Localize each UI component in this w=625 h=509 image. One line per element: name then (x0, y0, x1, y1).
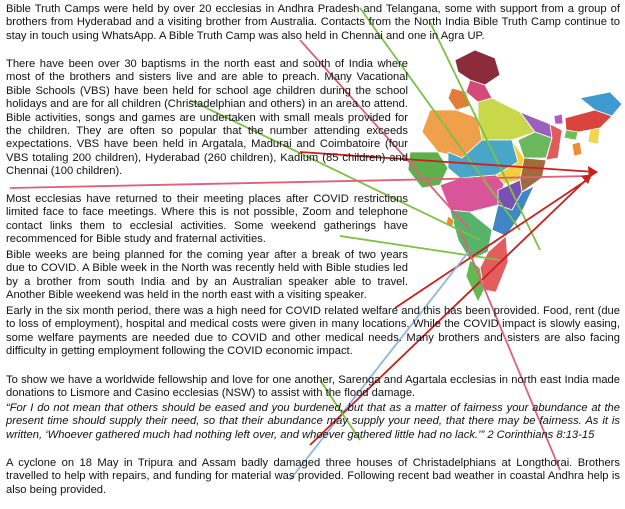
paragraph-bible-truth-camps: Bible Truth Camps were held by over 20 ecclesias in Andhra Pradesh and Telangana, some with support from a group of brothers from Hyderabad and a visiting brother from Australia. Contacts from the North India Bible Truth Camp continue to stay in touch using WhatsApp. A Bible Truth Camp was also held in Chennai and one in Agra UP. (6, 3, 620, 42)
paragraph-meetings: Most ecclesias have returned to their meeting places after COVID restrictions limited face to face meetings. Where this is not possible, Zoom and telephone contact links them to ecclesial activities. Some weekend gatherings have recommenced for Bible study and fraternal activities. (6, 193, 408, 246)
paragraph-cyclone: A cyclone on 18 May in Tripura and Assam badly damaged three houses of Christadelphians at Longthorai. Brothers travelled to help with repairs, and funding for material was provided. Following recent bad weather in coastal Andhra help is also being provided. (6, 457, 620, 496)
map-region-meghalaya (564, 130, 578, 140)
map-region-manipur (588, 128, 600, 144)
map-region-maharashtra (440, 175, 504, 212)
paragraph-fellowship: To show we have a worldwide fellowship and love for one another, Sarenga and Agartala ecclesias in north east India made donations to Lismore and Casino ecclesias (NSW) to assist with the flood damage. (6, 374, 620, 400)
map-region-north (455, 50, 500, 85)
india-map (400, 40, 625, 330)
map-region-sikkim (554, 114, 563, 124)
paragraph-welfare: Early in the six month period, there was a high need for COVID related welfare and this has been provided. Food, rent (due to loss of employment), hospital and medical costs were given in many locations. While the COVID impact is slowly easing, some welfare payments are needed due to COVID and other medical needs. Many brothers and sisters are also facing difficulty in getting employment following the COVID economic impact. (6, 305, 620, 358)
paragraph-baptisms-vbs: There have been over 30 baptisms in the north east and south of India where most of the brothers and sisters live and are able to preach. Many Vacational Bible Schools (VBS) have been held for school age children during the school holidays and are for all children (Christadelphian and others) in an area to attend. Bible activities, songs and games are undertaken with small meals provided for the children. They are often so popular that the number attending exceeds expectations. VBS have been held in Argatala, Madurai and Coimbatoire (four VBS totaling 200 children), Hyderabad (260 children), Kadium (85 children) and Chennai (100 children). (6, 58, 408, 178)
map-region-tripura (572, 142, 582, 156)
map-region-gujarat (408, 152, 448, 188)
map-region-karnataka (450, 210, 492, 260)
paragraph-bible-weeks: Bible weeks are being planned for the coming year after a break of two years due to COVID. A Bible week in the North was recently held with Bible studies led by a brother from south India and by an Australian speaker able to travel. Another Bible weekend was held in the north east with a visiting speaker. (6, 249, 408, 302)
scripture-quote: “For I do not mean that others should be eased and you burdened, but that as a matter of fairness your abundance at the present time should supply their need, so that their abundance may supply your need, that there may be fairness. As it is written, ‘Whoever gathered much had nothing left over, and whoever gathered little had no lack.’” 2 Corinthians 8:13-15 (6, 402, 620, 441)
